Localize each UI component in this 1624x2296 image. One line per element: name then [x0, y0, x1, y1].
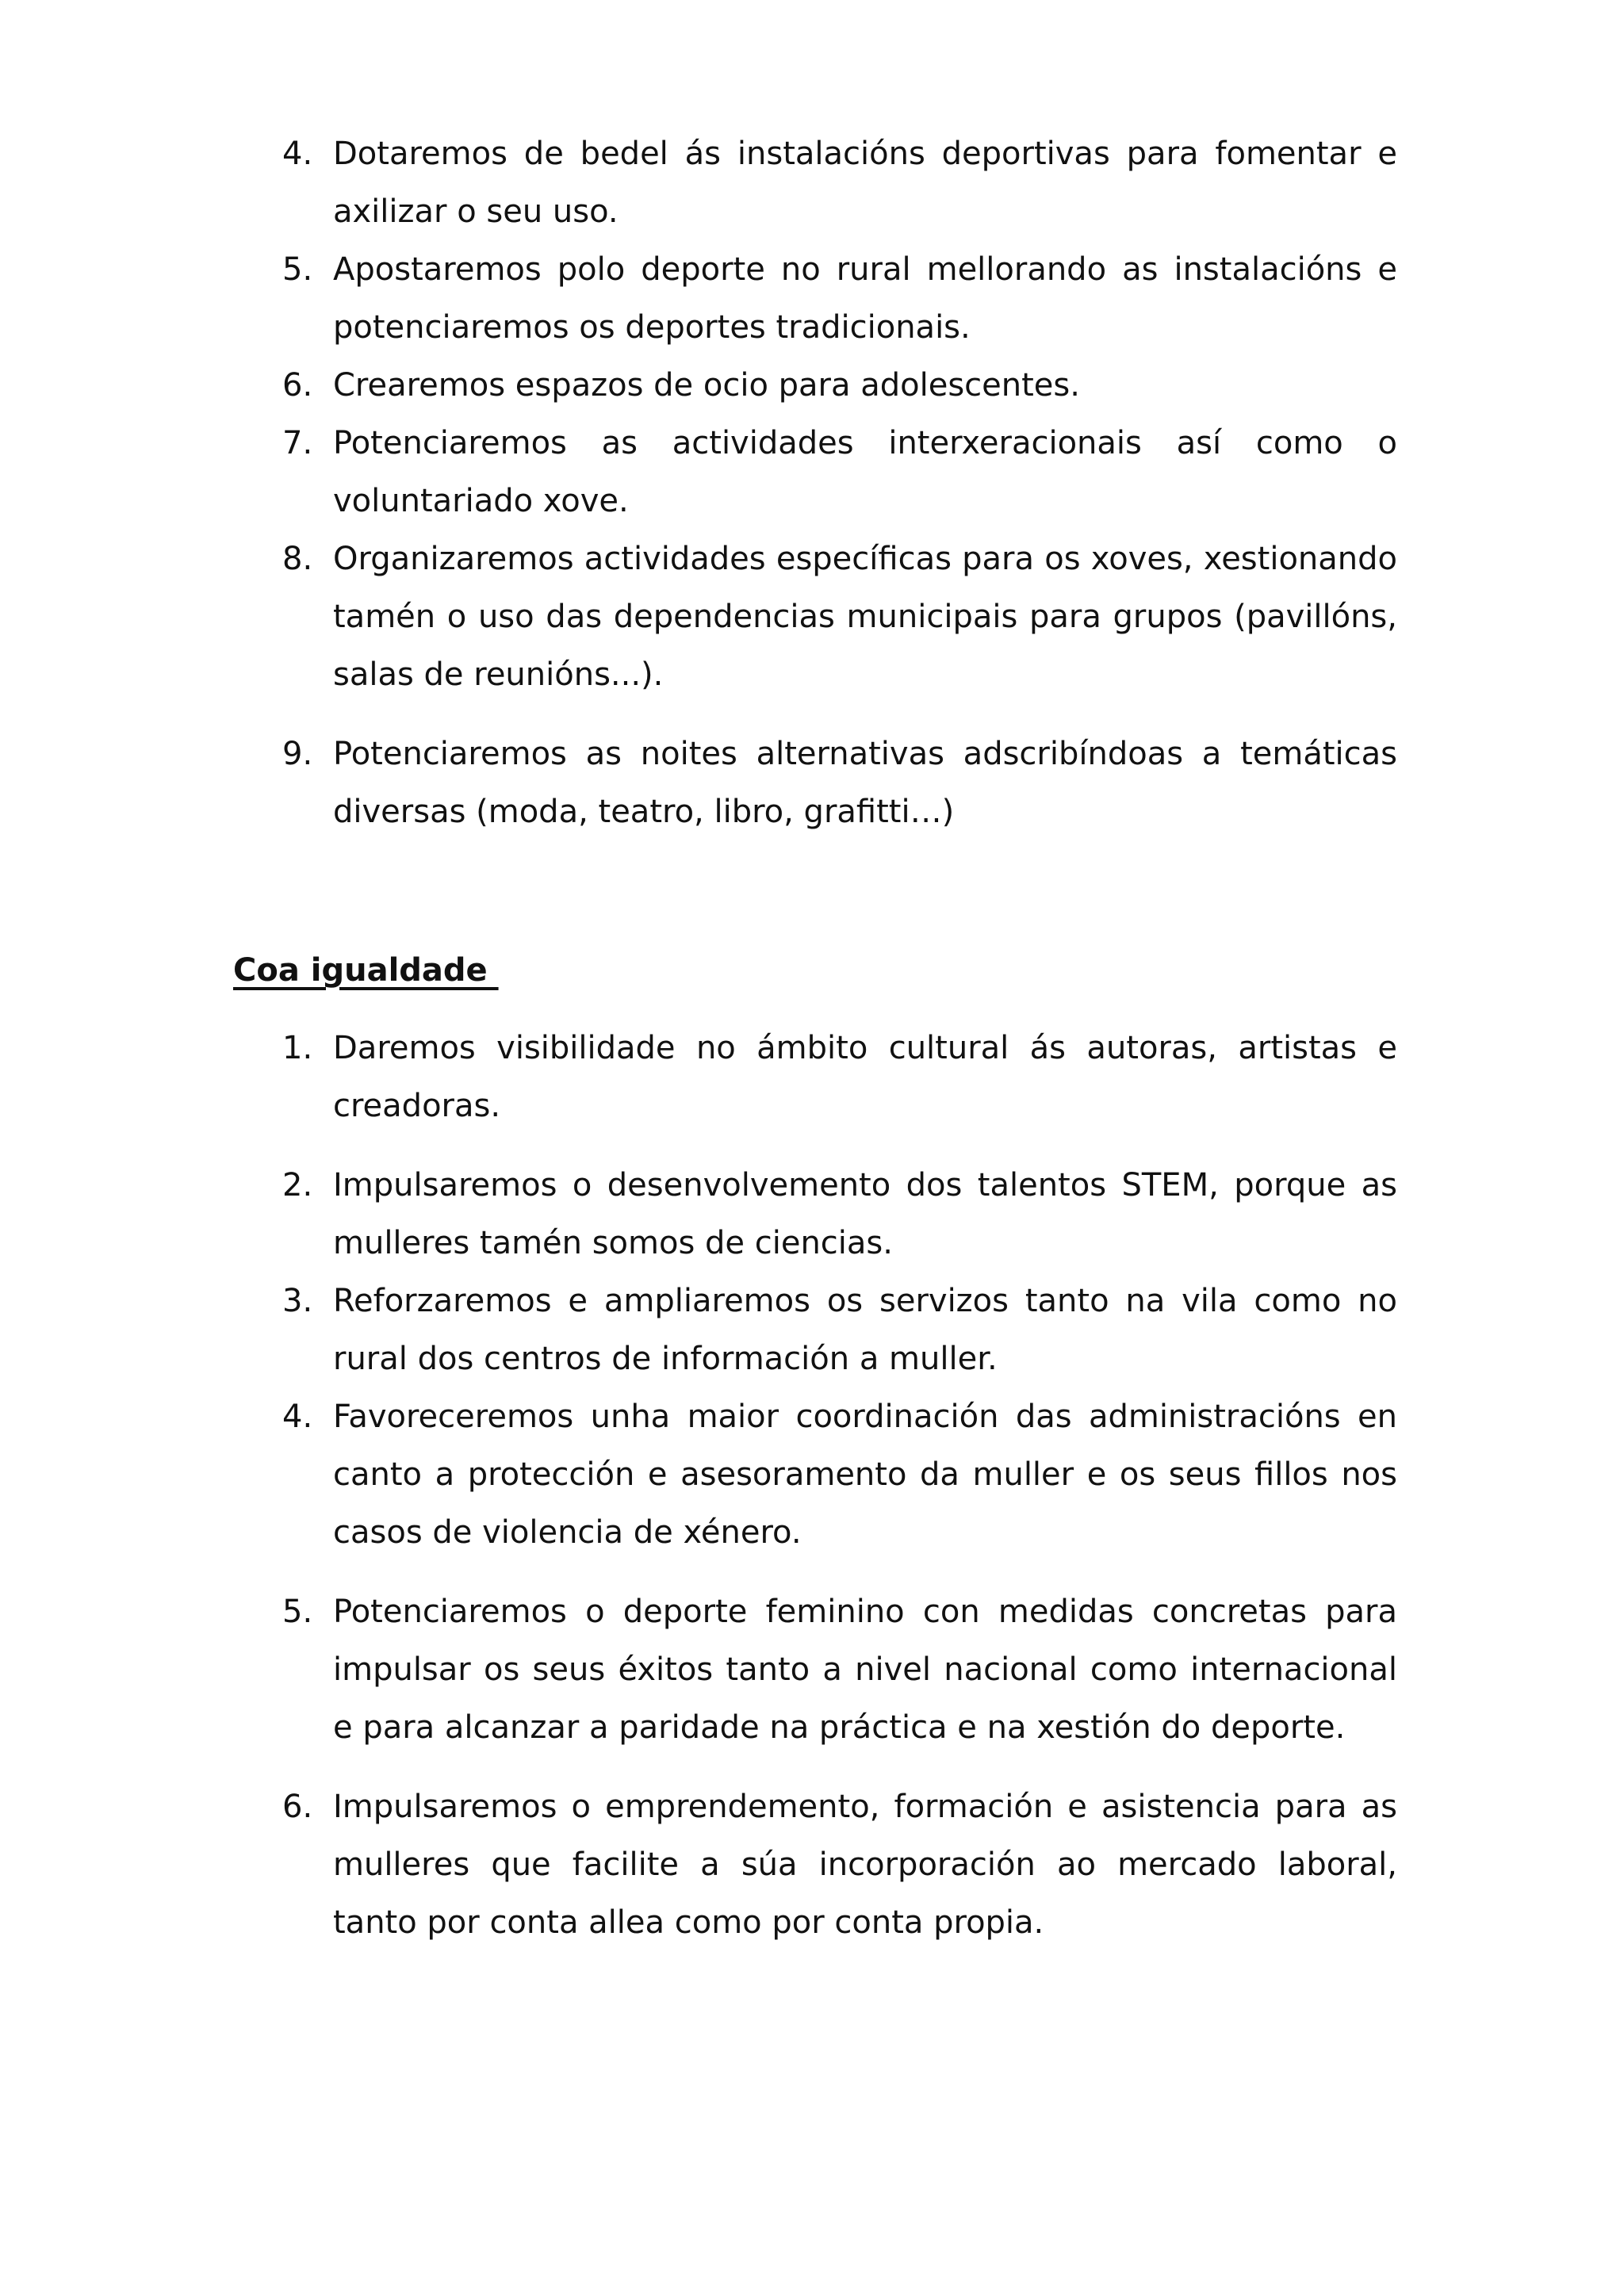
- list-item-text: Potenciaremos as noites alternativas adscribíndoas a temáticas diversas (moda, teatro, libro, grafitti…): [333, 736, 1397, 830]
- list-item: [274, 1583, 1397, 1757]
- list-item-text: Favoreceremos unha maior coordinación das administracións en canto a protección e asesoramento da muller e os seus fillos nos casos de violencia de xénero.: [333, 1399, 1397, 1551]
- list-item-text: Organizaremos actividades específicas para os xoves, xestionando tamén o uso das dependencias municipais para grupos (pavillóns, salas de reunións...).: [333, 541, 1397, 693]
- list-item-text: Reforzaremos e ampliaremos os servizos tanto na vila como no rural dos centros de información a muller.: [333, 1283, 1397, 1377]
- list-item-text: Potenciaremos as actividades interxeracionais así como o voluntariado xove.: [333, 425, 1397, 519]
- list-item: [274, 1020, 1397, 1135]
- list-item-number: 5.: [282, 251, 313, 288]
- list-item-number: 8.: [282, 541, 313, 577]
- list-item-text: Daremos visibilidade no ámbito cultural ás autoras, artistas e creadoras.: [333, 1030, 1397, 1124]
- list-item: [274, 1157, 1397, 1272]
- list-item: [274, 530, 1397, 704]
- list-item-text: Crearemos espazos de ocio para adolescentes.: [333, 367, 1080, 404]
- list-item: [274, 357, 1397, 415]
- list-item-text: Impulsaremos o emprendemento, formación e asistencia para as mulleres que facilite a súa incorporación ao mercado laboral, tanto por conta allea como por conta propia.: [333, 1789, 1397, 1941]
- list-item-text: Impulsaremos o desenvolvemento dos talentos STEM, porque as mulleres tamén somos de ciencias.: [333, 1167, 1397, 1261]
- list-item-number: 2.: [282, 1167, 313, 1203]
- list-item-number: 1.: [282, 1030, 313, 1066]
- list-item: [274, 1388, 1397, 1562]
- list-item: [274, 241, 1397, 357]
- list-item-text: Apostaremos polo deporte no rural mellorando as instalacións e potenciaremos os deportes tradicionais.: [333, 251, 1397, 346]
- list-item: [274, 1272, 1397, 1388]
- equality-measures-list: [274, 1020, 1397, 1952]
- list-item: [274, 415, 1397, 530]
- list-item-number: 5.: [282, 1594, 313, 1630]
- youth-measures-list: [274, 125, 1397, 841]
- list-item-number: 9.: [282, 736, 313, 772]
- list-item-number: 7.: [282, 425, 313, 461]
- list-item-text: Dotaremos de bedel ás instalacións deportivas para fomentar e axilizar o seu uso.: [333, 136, 1397, 230]
- list-item-number: 4.: [282, 136, 313, 172]
- list-item: [274, 125, 1397, 241]
- list-item-number: 3.: [282, 1283, 313, 1319]
- list-item-number: 6.: [282, 1789, 313, 1825]
- list-item-number: 4.: [282, 1399, 313, 1435]
- list-item: [274, 1778, 1397, 1952]
- section-heading: Coa igualdade: [233, 952, 499, 989]
- list-item-text: Potenciaremos o deporte feminino con medidas concretas para impulsar os seus éxitos tanto a nivel nacional como internacional e para alcanzar a paridade na práctica e na xestión do deporte.: [333, 1594, 1397, 1746]
- list-item-number: 6.: [282, 367, 313, 404]
- list-item: [274, 725, 1397, 841]
